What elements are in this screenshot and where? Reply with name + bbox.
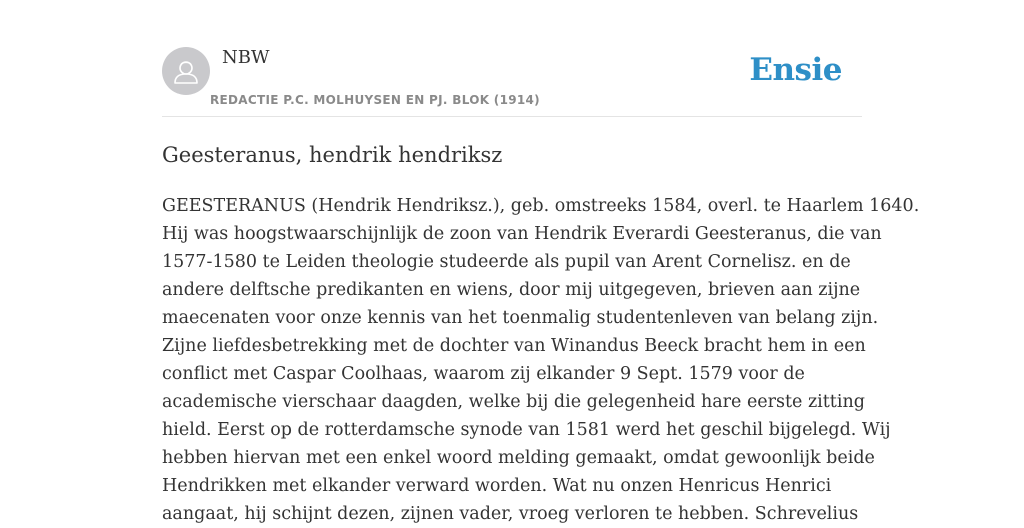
- body-line: 1577-1580 te Leiden theologie studeerde als pupil van Arent Cornelisz. en de: [162, 252, 851, 272]
- user-icon: [162, 47, 210, 95]
- body-line: GEESTERANUS (Hendrik Hendriksz.), geb. omstreeks 1584, overl. te Haarlem 1640.: [162, 196, 920, 216]
- article-body: [162, 192, 920, 528]
- body-line: academische vierschaar daagden, welke bij die gelegenheid hare eerste zitting: [162, 392, 865, 412]
- editor-byline: REDACTIE P.C. MOLHUYSEN EN PJ. BLOK (1914): [210, 93, 540, 107]
- article-title: Geesteranus, hendrik hendriksz: [162, 143, 503, 167]
- body-line: andere delftsche predikanten en wiens, door mij uitgegeven, brieven aan zijne: [162, 280, 861, 300]
- body-line: conflict met Caspar Coolhaas, waarom zij elkander 9 Sept. 1579 voor de: [162, 364, 805, 384]
- body-line: Zijne liefdesbetrekking met de dochter van Winandus Beeck bracht hem in een: [162, 336, 866, 356]
- body-line: hield. Eerst op de rotterdamsche synode van 1581 werd het geschil bijgelegd. Wij: [162, 420, 891, 440]
- author-name[interactable]: NBW: [222, 47, 270, 68]
- body-line: aangaat, hij schijnt dezen, zijnen vader, vroeg verloren te hebben. Schrevelius: [162, 504, 859, 524]
- body-line: maecenaten voor onze kennis van het toenmalig studentenleven van belang zijn.: [162, 308, 879, 328]
- body-line: Hij was hoogstwaarschijnlijk de zoon van Hendrik Everardi Geesteranus, die van: [162, 224, 882, 244]
- article-header: [162, 46, 862, 117]
- author-avatar[interactable]: [162, 47, 210, 95]
- body-line: hebben hiervan met een enkel woord melding gemaakt, omdat gewoonlijk beide: [162, 448, 875, 468]
- ensie-logo[interactable]: Ensie: [749, 52, 842, 88]
- body-line: Hendrikken met elkander verward worden. Wat nu onzen Henricus Henrici: [162, 476, 832, 496]
